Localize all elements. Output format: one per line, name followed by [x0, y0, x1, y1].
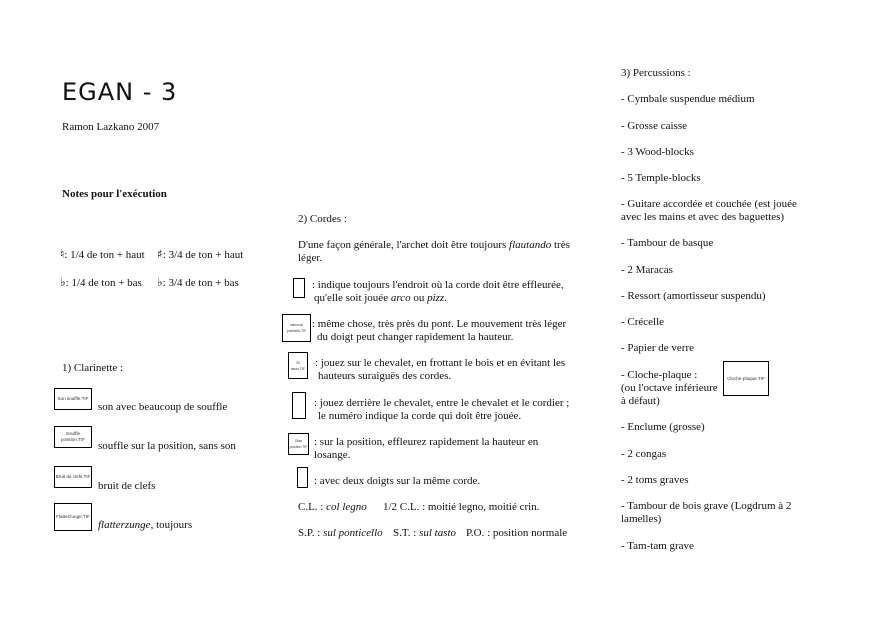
- percussion-item: (ou l'octave inférieure: [621, 382, 718, 394]
- strings-item-line: hauteurs suraiguës des cordes.: [318, 370, 452, 382]
- strings-item-line: : jouez sur le chevalet, en frottant le bois et en évitant les: [315, 357, 566, 369]
- clarinet-item-text: souffle sur la position, sans son: [98, 440, 236, 452]
- souffle-position-image: Souffle position.TIF: [54, 426, 92, 448]
- percussion-item: - Crécelle: [621, 316, 665, 328]
- accidental-label: : 3/4 de ton + bas: [162, 277, 239, 289]
- percussion-item: - Papier de verre: [621, 342, 694, 354]
- three-quarter-flat-icon: ♭: [157, 275, 163, 289]
- percussion-item: - 5 Temple-blocks: [621, 172, 701, 184]
- percussion-item: - Tam-tam grave: [621, 540, 694, 552]
- derriere-chevalet-image: [292, 392, 306, 419]
- sul-tasto-note: S.T. : sul tasto: [393, 527, 457, 539]
- strings-item-line: : jouez derrière le chevalet, entre le chevalet et le cordier ;: [314, 397, 570, 409]
- sul-ponticello-note: S.P. : sul ponticello: [298, 527, 383, 539]
- position-normale-note: P.O. : position normale: [466, 527, 568, 539]
- strings-item-line: qu'elle soit jouée arco ou pizz.: [314, 292, 447, 304]
- accidental-label: : 1/4 de ton + haut: [64, 249, 145, 261]
- sur-chevalet-image: Sl tasto.TIF: [288, 352, 308, 379]
- accidental-label: : 3/4 de ton + haut: [162, 249, 244, 261]
- harmonic-node-image: [293, 278, 305, 298]
- son-souffle-image: Son souffle.TIF: [54, 388, 92, 410]
- strings-item-line: : même chose, très près du pont. Le mouvement très léger: [312, 318, 567, 330]
- clarinet-heading: 1) Clarinette :: [62, 362, 124, 374]
- page-title: EGAN - 3: [62, 78, 178, 106]
- accidental-label: : 1/4 de ton + bas: [65, 277, 142, 289]
- percussion-item: - Enclume (grosse): [621, 421, 705, 433]
- strings-item-line: : indique toujours l'endroit où la corde doit être effleurée,: [312, 279, 564, 291]
- accidental-quarter-down: [60, 276, 142, 290]
- percussion-heading: 3) Percussions :: [621, 67, 691, 79]
- percussion-item: - Grosse caisse: [621, 120, 687, 132]
- cloche-plaque-image: Cloche-plaque.TIF: [723, 361, 769, 396]
- percussion-item: - Ressort (amortisseur suspendu): [621, 290, 766, 302]
- percussion-item: - 2 toms graves: [621, 474, 689, 486]
- strings-item-line: : avec deux doigts sur la même corde.: [314, 475, 481, 487]
- accidental-quarter-up: [60, 248, 145, 262]
- percussion-item: - Cymbale suspendue médium: [621, 93, 755, 105]
- harmonic-ponticello-image: harmonic ponticello.TIF: [282, 314, 311, 342]
- half-col-legno-note: 1/2 C.L. : moitié legno, moitié crin.: [383, 501, 540, 513]
- author-line: Ramon Lazkano 2007: [62, 121, 160, 133]
- clarinet-item-text: bruit de clefs: [98, 480, 156, 492]
- accidental-three-quarter-up: [157, 248, 243, 262]
- strings-item-line: du doigt peut changer rapidement la hauteur.: [317, 331, 514, 343]
- percussion-item: - Cloche-plaque :: [621, 369, 698, 381]
- accidental-three-quarter-down: [157, 276, 239, 290]
- notes-heading: Notes pour l'exécution: [62, 188, 167, 200]
- strings-item-line: : sur la position, effleurez rapidement la hauteur en: [314, 436, 539, 448]
- bruit-clefs-image: Bruit de clefs.TIF: [54, 466, 92, 488]
- strings-item-line: losange.: [314, 449, 351, 461]
- flatterzunge-image: Flatterzunge.TIF: [54, 503, 92, 531]
- strings-heading: 2) Cordes :: [298, 213, 347, 225]
- gliss-position-image: Gliss position.TIF: [288, 433, 309, 455]
- clarinet-item-text: flatterzunge, toujours: [98, 519, 193, 531]
- col-legno-note: C.L. : col legno: [298, 501, 367, 513]
- two-fingers-image: [297, 467, 308, 488]
- percussion-item: - 2 Maracas: [621, 264, 673, 276]
- percussion-item: - Tambour de bois grave (Logdrum à 2 lamelles): [621, 500, 792, 525]
- percussion-item: - 2 congas: [621, 448, 667, 460]
- percussion-item: - Tambour de basque: [621, 237, 714, 249]
- quarter-sharp-icon: ♮: [60, 247, 65, 261]
- percussion-item: - Guitare accordée et couchée (est jouée avec les mains et avec des baguettes): [621, 198, 797, 223]
- strings-item-line: le numéro indique la corde qui doit être jouée.: [318, 410, 522, 422]
- clarinet-item-text: son avec beaucoup de souffle: [98, 401, 228, 413]
- quarter-flat-icon: ♭: [60, 275, 66, 289]
- three-quarter-sharp-icon: ♯: [157, 247, 163, 261]
- percussion-item: à défaut): [621, 395, 660, 407]
- percussion-item: - 3 Wood-blocks: [621, 146, 694, 158]
- strings-intro: D'une façon générale, l'archet doit être toujours flautando très léger.: [298, 239, 570, 264]
